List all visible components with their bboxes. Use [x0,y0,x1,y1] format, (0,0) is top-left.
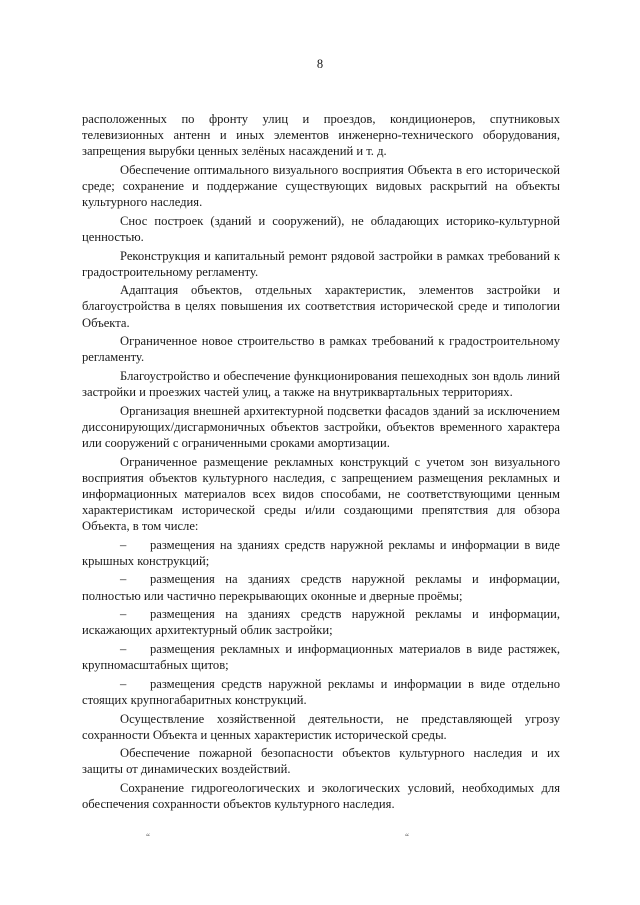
dash-marker: – [120,537,127,552]
list-item [82,571,560,603]
list-item-text: размещения на зданиях средств наружной рекламы и информации в виде крышных конструкций; [82,537,560,568]
paragraph: Реконструкция и капитальный ремонт рядовой застройки в рамках требований к градостроительному регламенту. [82,248,560,279]
list-item [82,641,560,673]
scan-artifact-left: “ [146,832,150,842]
paragraph: Осуществление хозяйственной деятельности, не представляющей угрозу сохранности Объекта и ценных характеристик исторической среды. [82,711,560,742]
list-item-text: размещения рекламных и информационных материалов в виде растяжек, крупномасштабных щитов; [82,642,560,673]
paragraph: Сохранение гидрогеологических и экологических условий, необходимых для обеспечения сохранности объектов культурного наследия. [82,781,560,812]
list-item [82,606,560,638]
page-number: 8 [316,57,324,71]
paragraph: Ограниченное новое строительство в рамках требований к градостроительному регламенту. [82,334,560,365]
dash-marker: – [120,642,127,657]
list-item-text: размещения на зданиях средств наружной рекламы и информации, полностью или частично перекрывающих оконные и дверные проёмы; [82,572,560,603]
paragraph-continuation: расположенных по фронту улиц и проездов, кондиционеров, спутниковых телевизионных антенн и иных элементов инженерно-технического оборудования, запрещения вырубки ценных зелёных насаждений и т. д. [82,112,560,159]
paragraph: Снос построек (зданий и сооружений), не обладающих историко-культурной ценностью. [82,213,560,244]
paragraph: Ограниченное размещение рекламных конструкций с учетом зон визуального восприятия объектов культурного наследия, с запрещением размещения рекламных и информационных материалов всех видов способами, не соответствующими ценным характеристикам исторической среды и/или создающими препятствия для обзора Объекта, в том числе: [82,454,560,533]
list-item [82,676,560,708]
paragraph: Обеспечение оптимального визуального восприятия Объекта в его исторической среде; сохранение и поддержание существующих видовых раскрытий на объекты культурного наследия. [82,162,560,210]
dash-marker: – [120,676,127,691]
list-item-text: размещения на зданиях средств наружной рекламы и информации, искажающих архитектурный облик застройки; [82,607,560,638]
dash-marker: – [120,572,127,587]
paragraph: Благоустройство и обеспечение функционирования пешеходных зон вдоль линий застройки и проезжих частей улиц, а также на внутриквартальных территориях. [82,368,560,400]
paragraph: Адаптация объектов, отдельных характеристик, элементов застройки и благоустройства в целях повышения их соответствия исторической среде и типологии Объекта. [82,283,560,330]
paragraph: Организация внешней архитектурной подсветки фасадов зданий за исключением диссонирующих/дисгармоничных объектов застройки, объектов временного характера или сооружений с ограниченными сроками амортизации. [82,403,560,450]
list-item [82,537,560,569]
dash-marker: – [120,607,127,622]
list-item-text: размещения средств наружной рекламы и информации в виде отдельно стоящих крупногабаритных конструкций. [82,676,560,707]
paragraph: Обеспечение пожарной безопасности объектов культурного наследия и их защиты от динамических воздействий. [82,746,560,777]
document-body [82,111,560,815]
scan-artifact-right: “ [405,832,409,842]
